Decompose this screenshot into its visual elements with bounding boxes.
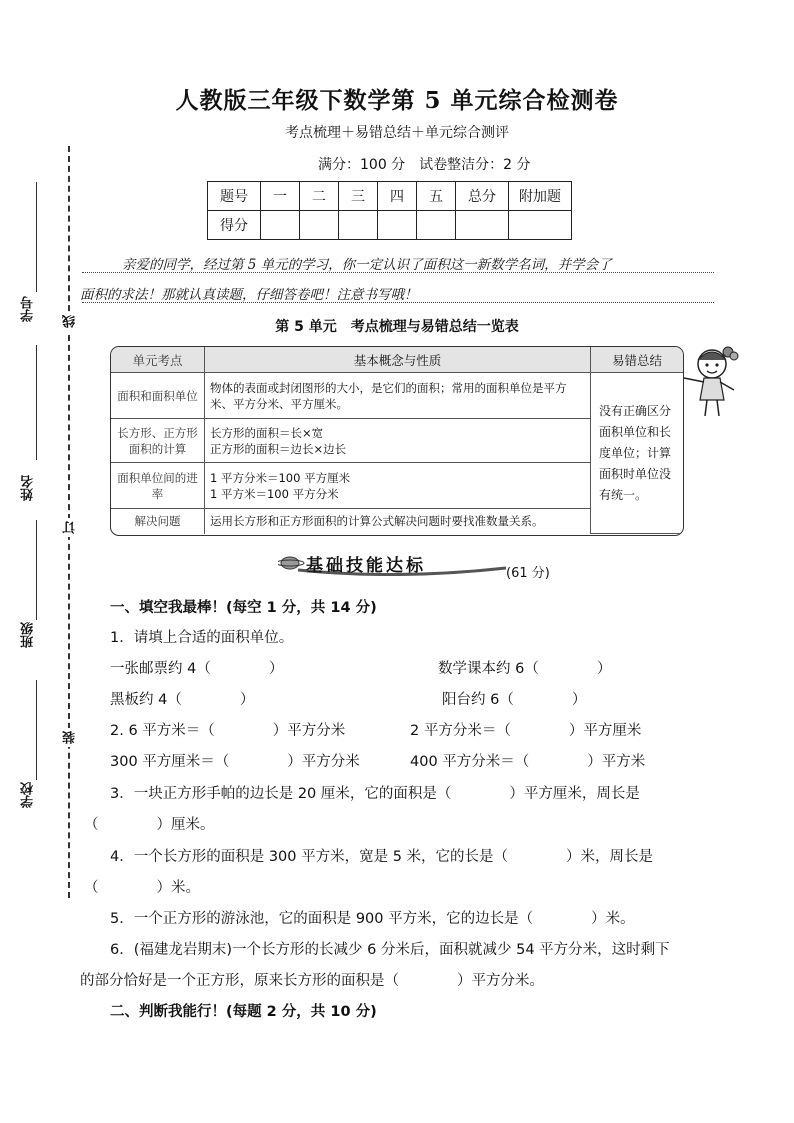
question-1: 1．请填上合适的面积单位。: [110, 630, 294, 646]
summary-row: [111, 373, 683, 419]
summary-point: 长方形、正方形面积的计算: [111, 419, 205, 463]
summary-content: [205, 463, 591, 509]
question-2b[interactable]: 2 平方分米＝（ ）平方厘米: [410, 723, 642, 739]
score-table-cell: 附加题: [509, 182, 572, 211]
binding-mark-staple: 订: [61, 518, 80, 537]
score-table-cell: 三: [339, 182, 378, 211]
score-entry-cell[interactable]: [417, 211, 456, 240]
binding-margin: [0, 0, 76, 1123]
intro-dotted-line: [82, 302, 714, 303]
summary-content: 运用长方形和正方形面积的计算公式解决问题时要找准数量关系。: [205, 509, 591, 534]
cartoon-girl-icon: [676, 342, 742, 422]
score-entry-cell[interactable]: [378, 211, 417, 240]
summary-error-note: 没有正确区分面积单位和长度单位；计算面积时单位没有统一。: [591, 373, 684, 534]
section-banner-score: (61 分): [506, 566, 550, 581]
score-table-header-row: [208, 182, 572, 211]
score-table-cell: 五: [417, 182, 456, 211]
summary-col-header: 单元考点: [111, 347, 205, 373]
summary-table-box: [110, 346, 684, 536]
name-label: 姓名: [21, 475, 36, 501]
score-table: [207, 181, 572, 240]
score-table-cell: 二: [300, 182, 339, 211]
score-table-score-row: [208, 211, 572, 240]
section-banner-title: 基础技能达标: [306, 556, 426, 576]
student-id-line[interactable]: [36, 182, 37, 292]
question-1a[interactable]: 一张邮票约 4（ ）: [110, 661, 284, 677]
question-5[interactable]: 5．一个正方形的游泳池，它的面积是 900 平方米，它的边长是（ ）米。: [110, 911, 635, 927]
summary-point: 解决问题: [111, 509, 205, 534]
question-3[interactable]: 3．一块正方形手帕的边长是 20 厘米，它的面积是（ ）平方厘米，周长是: [110, 786, 640, 802]
intro-dotted-line: [82, 272, 714, 273]
score-table-cell: 一: [261, 182, 300, 211]
summary-heading: 第 5 单元 考点梳理与易错总结一览表: [275, 319, 519, 335]
score-info: 满分：100 分 试卷整洁分：2 分: [318, 157, 531, 173]
summary-point: 面积单位间的进率: [111, 463, 205, 509]
question-6[interactable]: 6．(福建龙岩期末)一个长方形的长减少 6 分米后，面积就减少 54 平方分米，这时剩下: [110, 942, 670, 958]
question-2d[interactable]: 400 平方分米＝（ ）平方米: [410, 754, 646, 770]
summary-point: 面积和面积单位: [111, 373, 205, 419]
intro-line-1: 亲爱的同学，经过第 5 单元的学习，你一定认识了面积这一新数学名词，并学会了: [122, 257, 612, 273]
page-title: 人教版三年级下数学第 5 单元综合检测卷: [175, 87, 619, 114]
summary-formula: 1 平方分米＝100 平方厘米: [210, 470, 351, 485]
question-6-cont[interactable]: 的部分恰好是一个正方形，原来长方形的面积是（ ）平方分米。: [80, 973, 544, 989]
summary-header-row: [111, 347, 683, 373]
summary-content: [205, 419, 591, 463]
score-table-cell: 得分: [208, 211, 261, 240]
student-id-label: 学号: [21, 296, 36, 322]
class-label: 班级: [21, 622, 36, 648]
school-line[interactable]: [36, 680, 37, 780]
score-table-cell: 四: [378, 182, 417, 211]
question-3-cont[interactable]: （ ）厘米。: [84, 817, 215, 833]
name-line[interactable]: [36, 345, 37, 460]
score-entry-cell[interactable]: [300, 211, 339, 240]
summary-col-header: 基本概念与性质: [205, 347, 591, 373]
intro-line-2: 面积的求法！那就认真读题，仔细答卷吧！注意书写哦！: [80, 287, 418, 303]
summary-formula: 正方形的面积＝边长×边长: [210, 441, 347, 456]
score-entry-cell[interactable]: [261, 211, 300, 240]
summary-formula: 1 平方米＝100 平方分米: [210, 486, 339, 501]
question-4[interactable]: 4．一个长方形的面积是 300 平方米，宽是 5 米，它的长是（ ）米，周长是: [110, 849, 654, 865]
question-2c[interactable]: 300 平方厘米＝（ ）平方分米: [110, 754, 360, 770]
part1-heading: 一、填空我最棒！(每空 1 分，共 14 分): [110, 600, 377, 616]
question-4-cont[interactable]: （ ）米。: [84, 880, 200, 896]
question-1d[interactable]: 阳台约 6（ ）: [442, 692, 587, 708]
summary-formula: 长方形的面积＝长×宽: [210, 425, 324, 440]
part2-heading: 二、判断我能行！(每题 2 分，共 10 分): [110, 1004, 377, 1020]
class-line[interactable]: [36, 520, 37, 620]
school-label: 学校: [21, 782, 36, 808]
score-entry-cell[interactable]: [456, 211, 509, 240]
question-1c[interactable]: 黑板约 4（ ）: [110, 692, 255, 708]
score-entry-cell[interactable]: [509, 211, 572, 240]
summary-table: [111, 347, 683, 534]
score-table-cell: 题号: [208, 182, 261, 211]
summary-content: 物体的表面或封闭图形的大小，是它们的面积；常用的面积单位是平方米、平方分米、平方厘米。: [205, 373, 591, 419]
score-entry-cell[interactable]: [339, 211, 378, 240]
question-2a[interactable]: 2. 6 平方米＝（ ）平方分米: [110, 723, 346, 739]
page-subtitle: 考点梳理＋易错总结＋单元综合测评: [285, 125, 509, 141]
binding-mark-line: 线: [61, 312, 80, 331]
binding-mark-bind: 装: [61, 728, 80, 747]
summary-col-header: 易错总结: [591, 347, 684, 373]
question-1b[interactable]: 数学课本约 6（ ）: [438, 661, 612, 677]
score-table-cell: 总分: [456, 182, 509, 211]
